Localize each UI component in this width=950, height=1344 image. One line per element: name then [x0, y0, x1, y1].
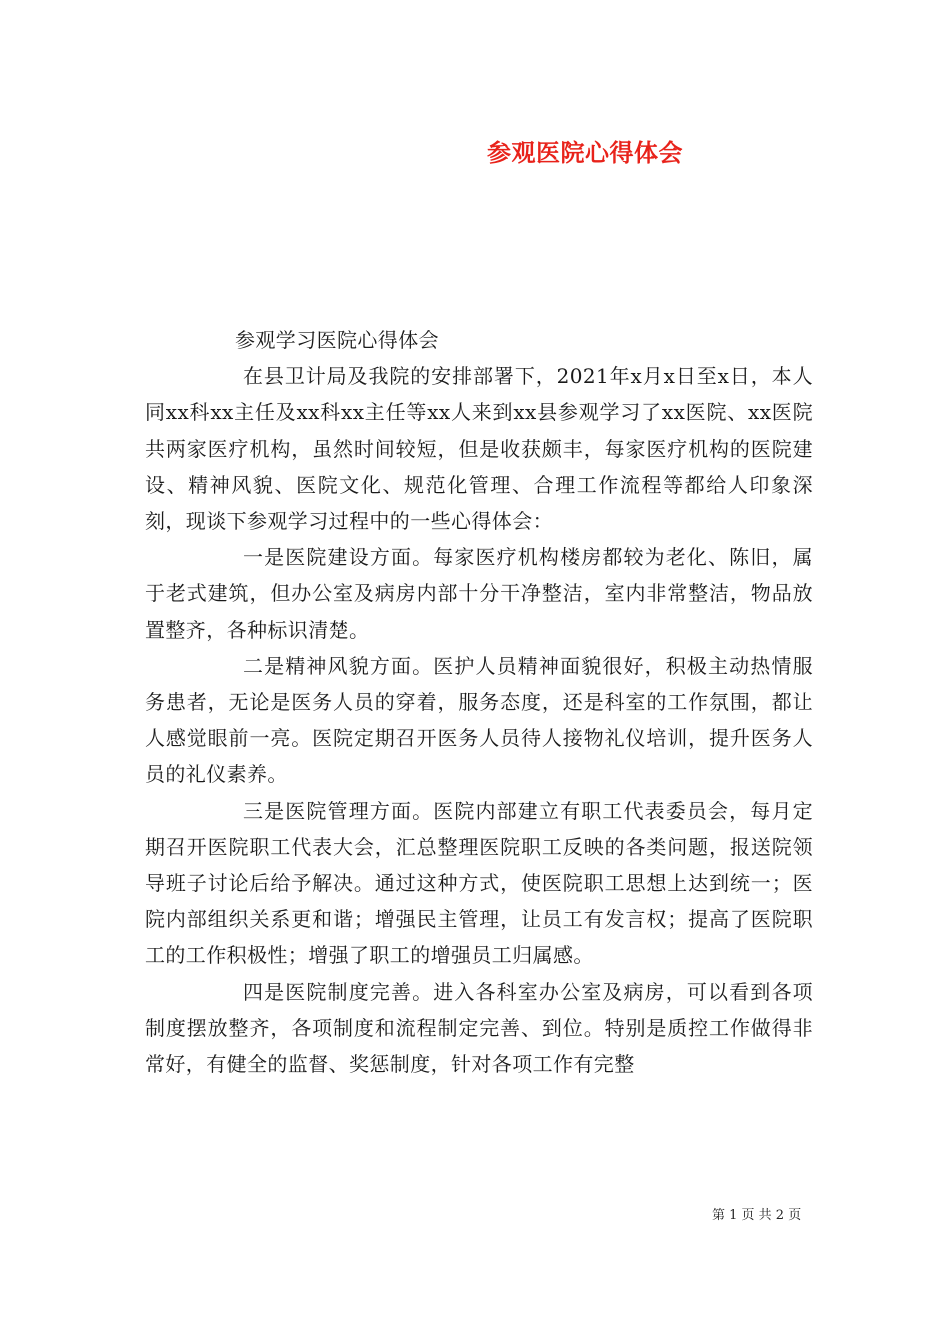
paragraph-intro: 在县卫计局及我院的安排部署下，2021年x月x日至x日，本人同xx科xx主任及xx科xx主任等xx人来到xx县参观学习了xx医院、xx医院共两家医疗机构，虽然时间较短，但是收获颇丰，每家医疗机构的医院建设、精神风貌、医院文化、规范化管理、合理工作流程等都给人印象深刻，现谈下参观学习过程中的一些心得体会：	[145, 364, 813, 534]
paragraph-regulations: 四是医院制度完善。进入各科室办公室及病房，可以看到各项制度摆放整齐，各项制度和流程制定完善、到位。特别是质控工作做得非常好，有健全的监督、奖惩制度，针对各项工作有完整	[145, 979, 813, 1077]
article-body	[145, 322, 813, 1082]
article-subtitle: 参观学习医院心得体会	[235, 328, 439, 352]
page-number-footer: 第 1 页 共 2 页	[712, 1208, 802, 1223]
document-title: 参观医院心得体会	[487, 138, 683, 167]
paragraph-hospital-construction: 一是医院建设方面。每家医疗机构楼房都较为老化、陈旧，属于老式建筑，但办公室及病房内部十分干净整洁，室内非常整洁，物品放置整齐，各种标识清楚。	[145, 545, 813, 642]
paragraph-management: 三是医院管理方面。医院内部建立有职工代表委员会，每月定期召开医院职工代表大会，汇总整理医院职工反映的各类问题，报送院领导班子讨论后给予解决。通过这种方式，使医院职工思想上达到统一；医院内部组织关系更和谐；增强民主管理，让员工有发言权；提高了医院职工的工作积极性；增强了职工的增强员工归属感。	[145, 798, 813, 968]
paragraph-spirit: 二是精神风貌方面。医护人员精神面貌很好，积极主动热情服务患者，无论是医务人员的穿着，服务态度，还是科室的工作氛围，都让人感觉眼前一亮。医院定期召开医务人员待人接物礼仪培训，提升医务人员的礼仪素养。	[145, 653, 813, 787]
